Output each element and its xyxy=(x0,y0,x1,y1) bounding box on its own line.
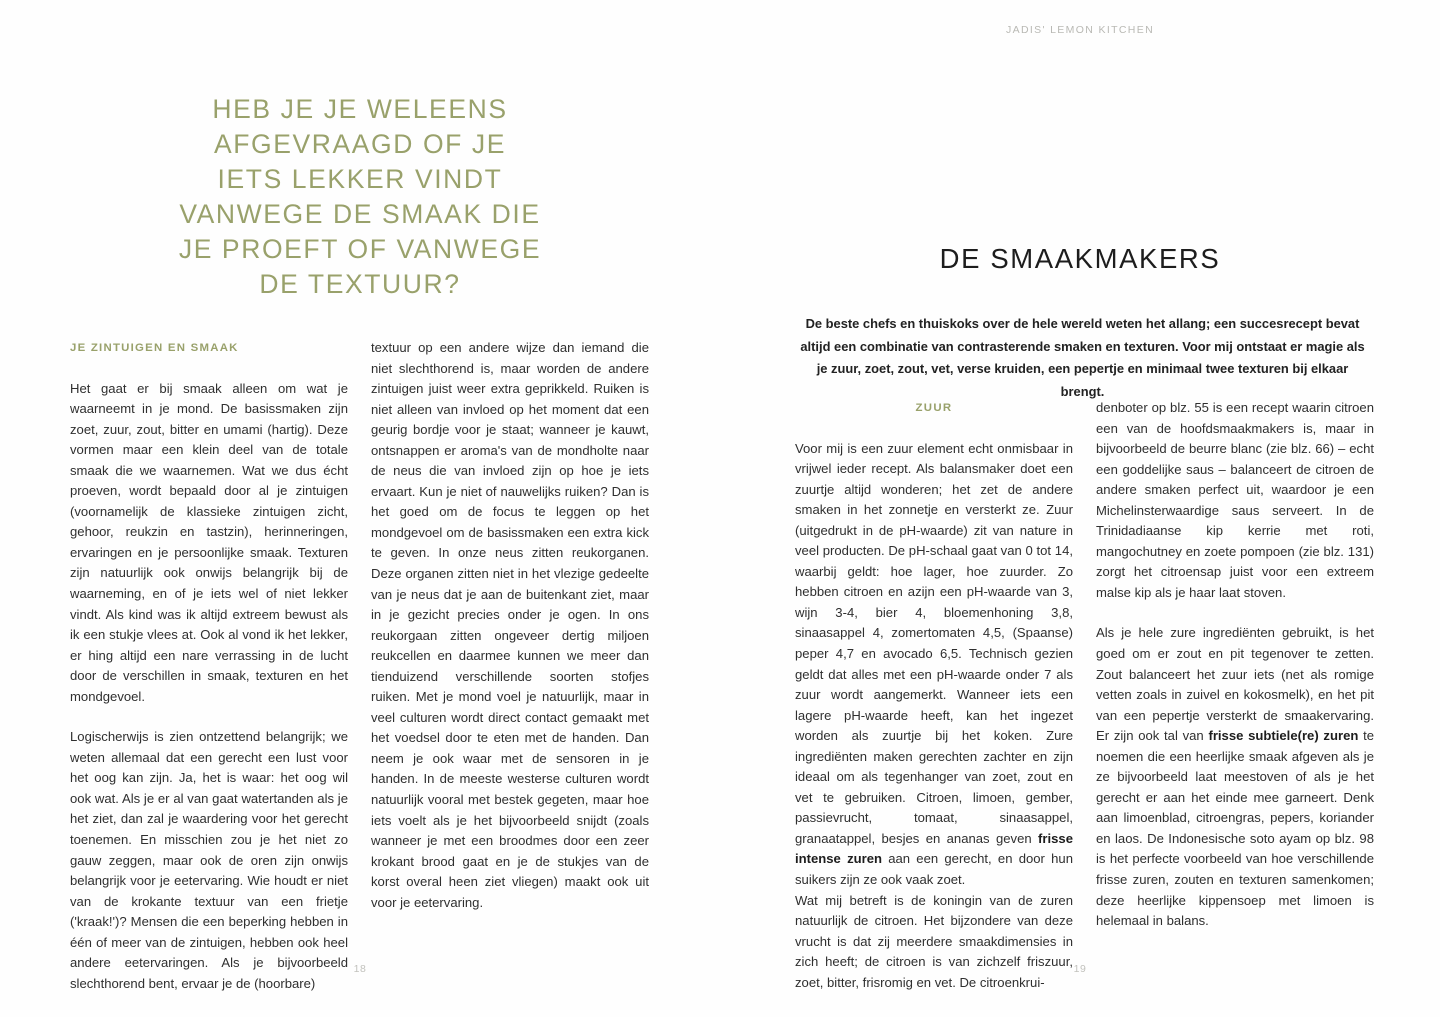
left-column-one xyxy=(70,338,348,994)
paragraph-text: Als je hele zure ingrediënten gebruikt, is het goed om er zout en pit tegenover te zetten. Zout balanceert het zuur iets (net als romige vetten zoals in zuivel en kokosmelk), en het pit van een pepertje versterkt de smaakervaring. Er zijn ook tal van xyxy=(1096,625,1374,744)
left-page-columns xyxy=(70,338,650,994)
running-header: JADIS' LEMON KITCHEN xyxy=(1005,24,1155,36)
paragraph: denboter op blz. 55 is een recept waarin citroen een van de hoofdsmaakmakers is, maar in bijvoorbeeld de beurre blanc (zie blz. 66) – echt een goddelijke saus – balanceert de citroen de andere smaken perfect uit, waardoor je een Michelinsterwaardige saus serveert. In de Trinidadiaanse kip kerrie met roti, mangochutney en zoete pompoen (zie blz. 131) zorgt het citroensap juist voor een extreem malse kip als je haar laat stoven. xyxy=(1096,400,1374,600)
paragraph: textuur op een andere wijze dan iemand die niet slechthorend is, maar worden de andere zintuigen juist weer extra geprikkeld. Ruiken is niet alleen van invloed op het moment dat een geurig bordje voor je staat; wanneer je kauwt, ontsnappen er aroma's van de mondholte naar de neus die van invloed zijn op hoe je iets ervaart. Kun je niet of nauwelijks ruiken? Dan is het goed om de focus te leggen op het mondgevoel om de basissmaken een extra kick te geven. In onze neus zitten reukorganen. Deze organen zitten niet in het vlezige gedeelte van je neus dat je aan de buitenkant ziet, maar in je gezicht precies onder je ogen. In ons reukorgaan zitten ongeveer dertig miljoen reukcellen en daarmee kunnen we meer dan tienduizend verschillende soorten stofjes ruiken. Met je mond voel je natuurlijk, maar in veel culturen wordt direct contact gemaakt met het voedsel door te eten met de handen. Dan neem je ook waar met de sensoren in je handen. In de meeste westerse culturen wordt natuurlijk vooral met bestek gegeten, maar hoe iets voelt als je het bijvoorbeeld snijdt (zoals wanneer je met een broodmes door een zeer krokant brood gaat en je de stukjes van de korst overal heen ziet vliegen) maakt ook uit voor je eetervaring. xyxy=(371,340,649,910)
pull-quote-line-6: DE TEXTUUR? xyxy=(259,269,461,299)
left-column-two xyxy=(371,338,649,994)
folio-left: 18 xyxy=(353,963,367,975)
section-heading-zuur: ZUUR xyxy=(915,402,953,414)
emphasis-frisse-subtiele-zuren: frisse subtiele(re) zuren xyxy=(1208,728,1359,744)
paragraph xyxy=(795,439,1073,891)
paragraph xyxy=(1096,623,1374,931)
pull-quote-line-4: VANWEGE DE SMAAK DIE xyxy=(179,199,541,229)
paragraph: Wat mij betreft is de koningin van de zuren natuurlijk de citroen. Het bijzondere van deze vrucht is dat zij meerdere smaakdimensies in zich heeft; de citroen is van zichzelf friszuur, zoet, bitter, frisromig en vet. De citroenkrui- xyxy=(795,892,1073,990)
right-column-two xyxy=(1096,398,1374,993)
paragraph-text: Voor mij is een zuur element echt onmisbaar in vrijwel ieder recept. Als balansmaker doet een zuurtje altijd wonderen; het zet de andere smaken in het zonnetje en versterkt ze. Zuur (uitgedrukt in de pH-waarde) zit van nature in veel producten. De pH-schaal gaat van 0 tot 14, waarbij geldt: hoe lager, hoe zuurder. Zo hebben citroen en azijn een pH-waarde van 3, wijn 3-4, bier 4, bloemenhoning 3,8, sinaasappel 4, zomertomaten 4,5, (Spaanse) peper 4,7 en avocado 6,5. Technisch gezien geldt dat alles met een pH-waarde onder 7 als zuur wordt aangemerkt. Wanneer iets een lagere pH-waarde heeft, kan het ingezet worden als zuurtje bij het koken. Zure ingrediënten maken gerechten zachter en zijn ideaal om als tegenhanger van zoet, zout en vet te gebruiken. Citroen, limoen, gember, passievrucht, tomaat, sinaasappel, granaatappel, besjes en ananas geven xyxy=(795,440,1073,846)
paragraph-text: aan een gerecht, en door hun suikers zijn ze ook vaak zoet. xyxy=(795,851,1073,888)
pull-quote xyxy=(70,92,650,302)
paragraph: Logischerwijs is zien ontzettend belangrijk; we weten allemaal dat een gerecht een lust voor het oog kan zijn. Ja, het is waar: het oog wil ook wat. Als je er al van gaat watertanden als je het ziet, dan zal je waardering voor het gerecht toenemen. En misschien zou je het niet zo gauw zeggen, maar ook de oren zijn onwijs belangrijk voor je eetervaring. Wie houdt er niet van de krokante textuur van een frietje ('kraak!')? Mensen die een beperking hebben in één of meer van de zintuigen, hebben ook heel andere eetervaringen. Als je bijvoorbeeld slechthorend bent, ervaar je de (hoorbare) xyxy=(70,729,348,991)
pull-quote-line-5: JE PROEFT OF VANWEGE xyxy=(178,234,542,264)
pull-quote-line-2: AFGEVRAAGD OF JE xyxy=(213,129,507,159)
folio-right: 19 xyxy=(1073,963,1087,975)
section-heading-zintuigen: JE ZINTUIGEN EN SMAAK xyxy=(70,342,239,354)
pull-quote-line-3: IETS LEKKER VINDT xyxy=(217,164,503,194)
chapter-intro: De beste chefs en thuiskoks over de hele wereld weten het allang; een succesrecept bevat altijd een combinatie van contrasterende smaken en texturen. Voor mij ontstaat er magie als je zuur, zoet, zout, vet, verse kruiden, een pepertje en minimaal twee texturen bij elkaar brengt. xyxy=(800,316,1365,399)
chapter-title: DE SMAAKMAKERS xyxy=(939,243,1221,274)
right-page-columns xyxy=(795,398,1375,993)
right-column-one xyxy=(795,398,1073,993)
paragraph-text: te noemen die een heerlijke smaak afgeven als je ze bijvoorbeeld laat meestoven of als je het gerecht er aan het einde mee garneert. Denk aan limoenblad, citroengras, pepers, koriander en laos. De Indonesische soto ayam op blz. 98 is het perfecte voorbeeld van hoe verschillende frisse zuren, zouten en texturen samenkomen; deze heerlijke kippensoep met limoen is helemaal in balans. xyxy=(1096,728,1375,929)
paragraph: Het gaat er bij smaak alleen om wat je waarneemt in je mond. De basissmaken zijn zoet, zuur, zout, bitter en umami (hartig). Deze vormen maar een klein deel van de totale smaak die we waarnemen. Wat we dus écht proeven, wordt bepaald door al je zintuigen (voornamelijk de klassieke zintuigen zicht, gehoor, reukzin en tastzin), herinneringen, ervaringen en je persoonlijke smaak. Texturen zijn natuurlijk ook onwijs belangrijk bij de waarneming, en of je iets wel of niet lekker vindt. Als kind was ik altijd extreem bewust als ik een stukje vlees at. Ook al vond ik het lekker, er hing altijd een nare verrassing in de lucht door de verschillen in smaak, texturen en het mondgevoel. xyxy=(70,380,348,704)
pull-quote-line-1: HEB JE JE WELEENS xyxy=(212,94,508,124)
emphasis-frisse-intense-zuren: frisse intense zuren xyxy=(795,830,1073,867)
